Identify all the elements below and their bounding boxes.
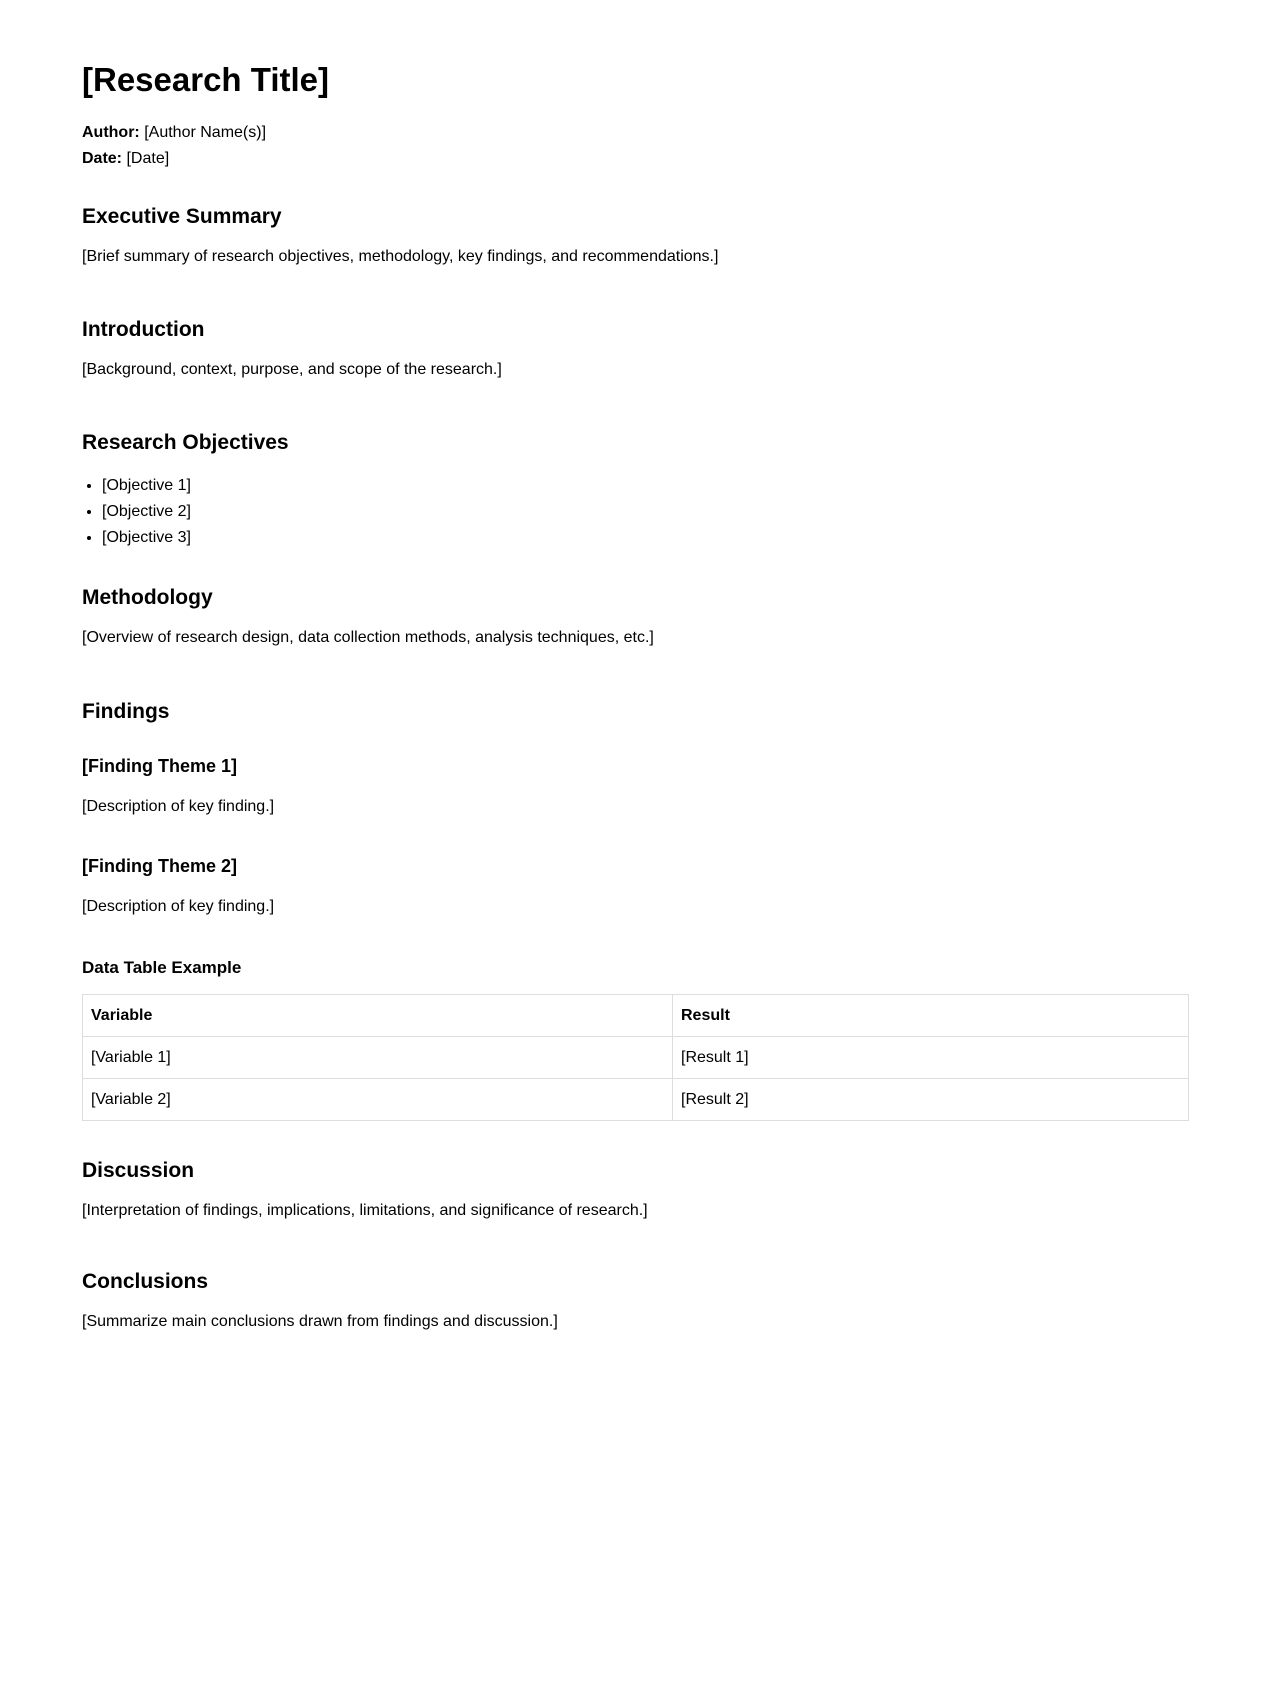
- data-table: [82, 994, 1189, 1121]
- table-header-row: [83, 995, 1189, 1037]
- introduction-text: [Background, context, purpose, and scope of the research.]: [82, 360, 502, 378]
- data-table-heading: Data Table Example: [82, 957, 242, 977]
- conclusions-heading: Conclusions: [82, 1270, 209, 1294]
- executive-summary-heading: Executive Summary: [82, 204, 282, 228]
- methodology-section: [82, 585, 1181, 649]
- introduction-heading: Introduction: [82, 317, 205, 341]
- conclusions-section: [82, 1269, 1181, 1333]
- objectives-list: [82, 473, 1181, 551]
- table-cell: [Result 2]: [673, 1079, 1189, 1121]
- finding-theme-text: [Description of key finding.]: [82, 897, 275, 915]
- discussion-text: [Interpretation of findings, implications, limitations, and significance of research.]: [82, 1202, 648, 1220]
- methodology-text: [Overview of research design, data collection methods, analysis techniques, etc.]: [82, 628, 654, 646]
- executive-summary-text: [Brief summary of research objectives, methodology, key findings, and recommendations.]: [82, 247, 719, 265]
- table-cell: [Variable 1]: [83, 1037, 673, 1079]
- finding-theme: [82, 856, 1181, 917]
- author-value: [Author Name(s)]: [144, 123, 267, 141]
- table-cell: [Result 1]: [673, 1037, 1189, 1079]
- finding-theme-title: [Finding Theme 2]: [82, 856, 237, 877]
- author-line: [82, 120, 1181, 146]
- research-objectives-section: [82, 430, 1181, 551]
- research-objectives-heading: Research Objectives: [82, 430, 289, 454]
- table-cell: [Variable 2]: [83, 1079, 673, 1121]
- discussion-heading: Discussion: [82, 1159, 195, 1183]
- executive-summary-section: [82, 204, 1181, 268]
- findings-section: [82, 699, 1181, 918]
- page-title: [Research Title]: [82, 61, 329, 98]
- date-value: [Date]: [126, 149, 170, 167]
- finding-theme-text: [Description of key finding.]: [82, 797, 275, 815]
- table-row: [83, 1037, 1189, 1079]
- finding-theme: [82, 756, 1181, 817]
- discussion-section: [82, 1158, 1181, 1222]
- findings-heading: Findings: [82, 699, 170, 723]
- list-item: • [Objective 2]: [102, 499, 1181, 525]
- table-row: [83, 1079, 1189, 1121]
- date-label: Date:: [82, 149, 123, 167]
- conclusions-text: [Summarize main conclusions drawn from findings and discussion.]: [82, 1313, 558, 1331]
- author-label: Author:: [82, 123, 140, 141]
- date-line: [82, 146, 1181, 172]
- column-header-variable: Variable: [83, 995, 673, 1037]
- list-item: • [Objective 1]: [102, 473, 1181, 499]
- list-item: • [Objective 3]: [102, 525, 1181, 551]
- column-header-result: Result: [673, 995, 1189, 1037]
- introduction-section: [82, 317, 1181, 381]
- methodology-heading: Methodology: [82, 585, 213, 609]
- data-table-section: [82, 958, 1181, 1121]
- finding-theme-title: [Finding Theme 1]: [82, 755, 237, 776]
